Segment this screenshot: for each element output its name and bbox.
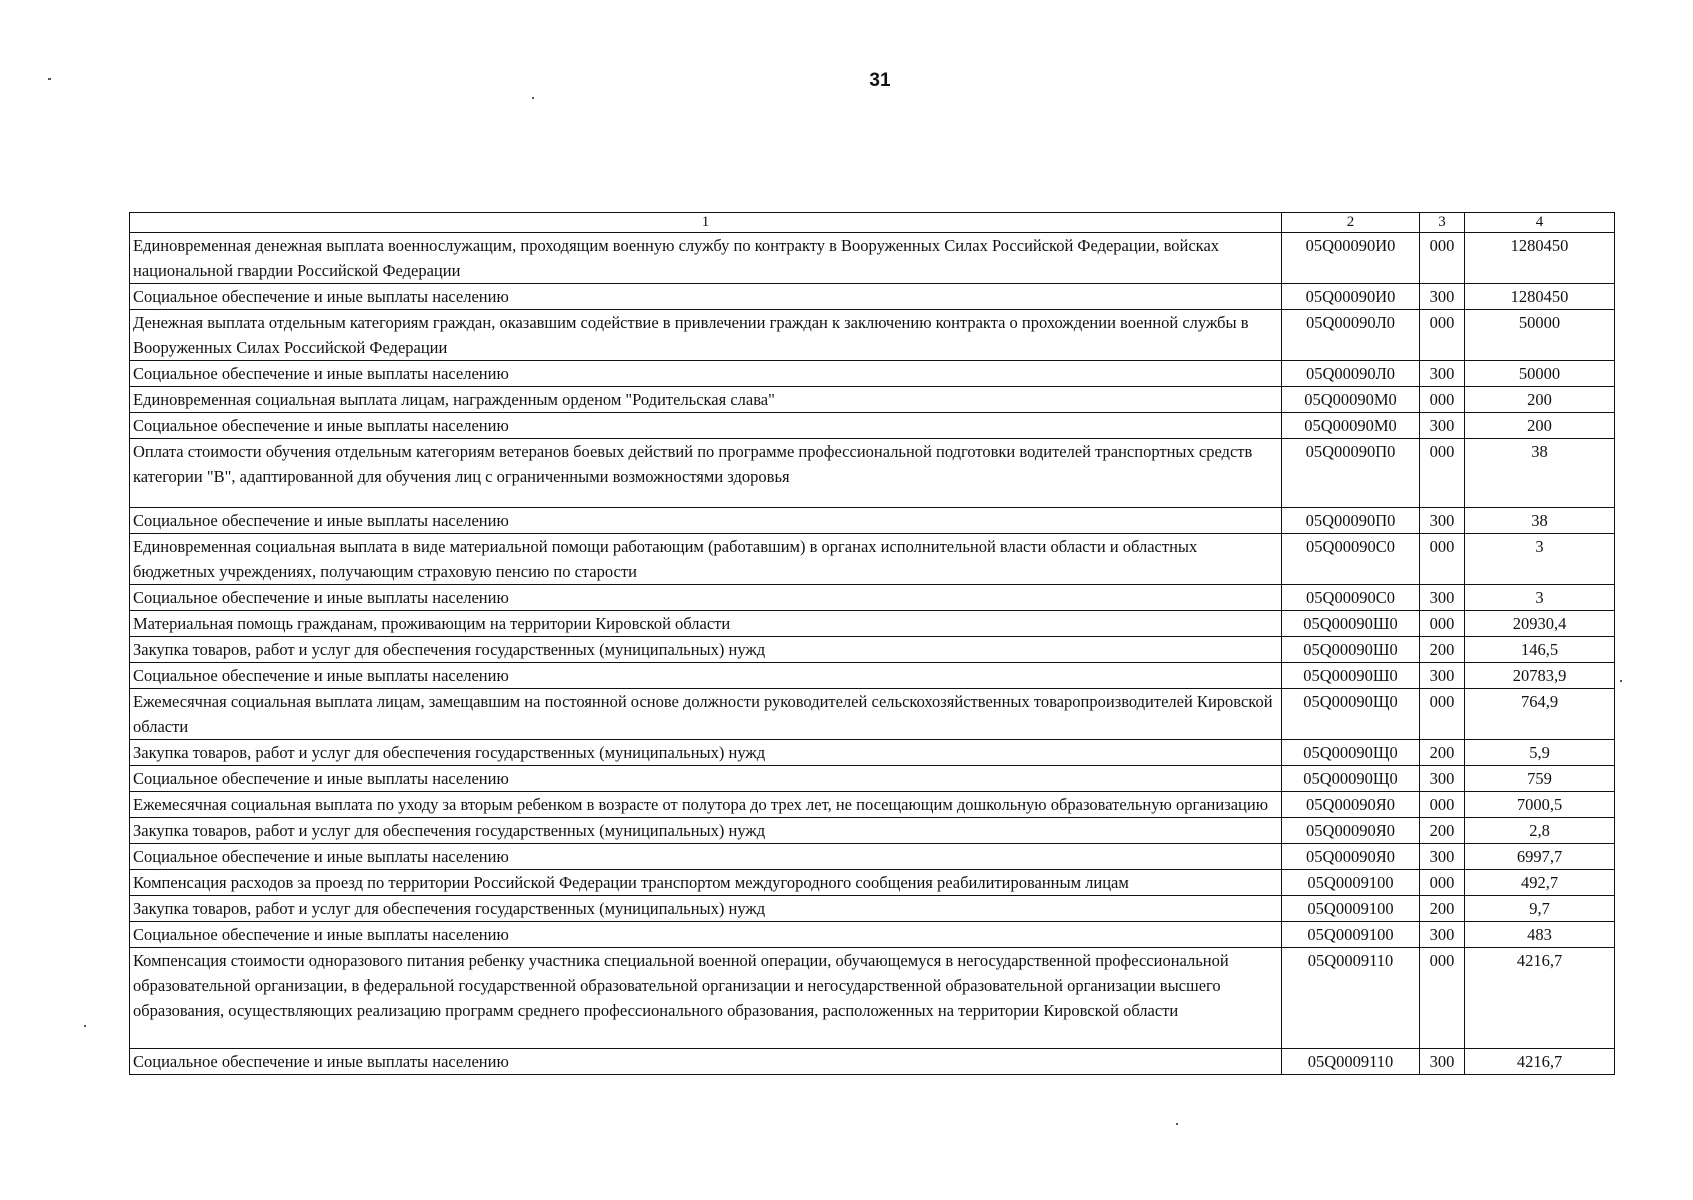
table-row	[130, 922, 1615, 948]
table-row	[130, 585, 1615, 611]
row-name: Социальное обеспечение и иные выплаты населению	[130, 361, 1282, 387]
row-name: Единовременная денежная выплата военнослужащим, проходящим военную службу по контракту в Вооруженных Силах Российской Федерации, войсках национальной гвардии Российской Федерации	[130, 233, 1282, 284]
table-row	[130, 766, 1615, 792]
row-expense-type: 200	[1420, 896, 1465, 922]
row-expense-type: 300	[1420, 585, 1465, 611]
row-name: Единовременная социальная выплата лицам, награжденным орденом "Родительская слава"	[130, 387, 1282, 413]
row-expense-type: 300	[1420, 413, 1465, 439]
table-row	[130, 439, 1615, 508]
row-code: 05Q00090Ш0	[1282, 663, 1420, 689]
row-expense-type: 200	[1420, 637, 1465, 663]
row-name: Оплата стоимости обучения отдельным категориям ветеранов боевых действий по программе профессиональной подготовки водителей транспортных средств категории "B", адаптированной для обучения лиц с ограниченными возможностями здоровья	[130, 439, 1282, 508]
row-code: 05Q0009110	[1282, 1049, 1420, 1075]
row-code: 05Q00090И0	[1282, 233, 1420, 284]
row-code: 05Q0009100	[1282, 870, 1420, 896]
row-name: Компенсация расходов за проезд по территории Российской Федерации транспортом междугородного сообщения реабилитированным лицам	[130, 870, 1282, 896]
scan-speck	[48, 78, 51, 80]
table-row	[130, 1049, 1615, 1075]
row-name: Социальное обеспечение и иные выплаты населению	[130, 663, 1282, 689]
row-expense-type: 000	[1420, 611, 1465, 637]
row-code: 05Q00090Щ0	[1282, 740, 1420, 766]
row-code: 05Q00090Л0	[1282, 310, 1420, 361]
row-expense-type: 300	[1420, 663, 1465, 689]
row-amount: 20783,9	[1465, 663, 1615, 689]
row-amount: 38	[1465, 439, 1615, 508]
row-amount: 4216,7	[1465, 948, 1615, 1049]
row-name: Закупка товаров, работ и услуг для обеспечения государственных (муниципальных) нужд	[130, 637, 1282, 663]
table-row	[130, 611, 1615, 637]
row-name: Социальное обеспечение и иные выплаты населению	[130, 1049, 1282, 1075]
row-name: Ежемесячная социальная выплата лицам, замещавшим на постоянной основе должности руководителей сельскохозяйственных товаропроизводителей Кировской области	[130, 689, 1282, 740]
row-amount: 492,7	[1465, 870, 1615, 896]
row-amount: 20930,4	[1465, 611, 1615, 637]
row-amount: 1280450	[1465, 284, 1615, 310]
row-expense-type: 000	[1420, 534, 1465, 585]
row-name: Закупка товаров, работ и услуг для обеспечения государственных (муниципальных) нужд	[130, 896, 1282, 922]
row-code: 05Q00090С0	[1282, 585, 1420, 611]
row-expense-type: 300	[1420, 922, 1465, 948]
table-row	[130, 361, 1615, 387]
row-amount: 3	[1465, 534, 1615, 585]
row-name: Денежная выплата отдельным категориям граждан, оказавшим содействие в привлечении граждан к заключению контракта о прохождении военной службы в Вооруженных Силах Российской Федерации	[130, 310, 1282, 361]
row-code: 05Q0009100	[1282, 922, 1420, 948]
row-name: Социальное обеспечение и иные выплаты населению	[130, 508, 1282, 534]
column-header: 2	[1282, 213, 1420, 233]
row-name: Социальное обеспечение и иные выплаты населению	[130, 844, 1282, 870]
row-code: 05Q00090П0	[1282, 439, 1420, 508]
table-row	[130, 896, 1615, 922]
table-row	[130, 689, 1615, 740]
table-row	[130, 534, 1615, 585]
row-amount: 7000,5	[1465, 792, 1615, 818]
table-body	[130, 233, 1615, 1075]
row-amount: 9,7	[1465, 896, 1615, 922]
row-expense-type: 000	[1420, 233, 1465, 284]
row-amount: 4216,7	[1465, 1049, 1615, 1075]
row-expense-type: 000	[1420, 387, 1465, 413]
row-expense-type: 300	[1420, 284, 1465, 310]
row-amount: 200	[1465, 387, 1615, 413]
column-header: 1	[130, 213, 1282, 233]
row-expense-type: 200	[1420, 740, 1465, 766]
row-amount: 6997,7	[1465, 844, 1615, 870]
table-row	[130, 870, 1615, 896]
row-name: Закупка товаров, работ и услуг для обеспечения государственных (муниципальных) нужд	[130, 740, 1282, 766]
table-row	[130, 508, 1615, 534]
row-expense-type: 000	[1420, 310, 1465, 361]
row-expense-type: 300	[1420, 1049, 1465, 1075]
budget-table	[129, 212, 1615, 1075]
row-expense-type: 300	[1420, 844, 1465, 870]
table-row	[130, 284, 1615, 310]
row-amount: 3	[1465, 585, 1615, 611]
table-header-row	[130, 213, 1615, 233]
row-code: 05Q00090Ш0	[1282, 637, 1420, 663]
row-amount: 483	[1465, 922, 1615, 948]
row-expense-type: 000	[1420, 870, 1465, 896]
row-code: 05Q00090И0	[1282, 284, 1420, 310]
row-amount: 5,9	[1465, 740, 1615, 766]
row-amount: 146,5	[1465, 637, 1615, 663]
row-code: 05Q00090Я0	[1282, 818, 1420, 844]
row-expense-type: 200	[1420, 818, 1465, 844]
row-amount: 2,8	[1465, 818, 1615, 844]
row-name: Социальное обеспечение и иные выплаты населению	[130, 766, 1282, 792]
row-code: 05Q00090Щ0	[1282, 689, 1420, 740]
row-expense-type: 300	[1420, 508, 1465, 534]
row-amount: 38	[1465, 508, 1615, 534]
row-amount: 759	[1465, 766, 1615, 792]
row-amount: 764,9	[1465, 689, 1615, 740]
table-row	[130, 387, 1615, 413]
row-expense-type: 000	[1420, 948, 1465, 1049]
table-row	[130, 792, 1615, 818]
table-row	[130, 740, 1615, 766]
row-name: Социальное обеспечение и иные выплаты населению	[130, 284, 1282, 310]
table-row	[130, 948, 1615, 1049]
row-code: 05Q00090М0	[1282, 413, 1420, 439]
column-header: 4	[1465, 213, 1615, 233]
row-amount: 1280450	[1465, 233, 1615, 284]
row-name: Компенсация стоимости одноразового питания ребенку участника специальной военной операции, обучающемуся в негосударственной профессиональной образовательной организации, в федеральной государственной образовательной организации и негосударственной образовательной организации высшего образования, осуществляющих реализацию программ среднего профессионального образования, расположенных на территории Кировской области	[130, 948, 1282, 1049]
row-expense-type: 000	[1420, 439, 1465, 508]
row-expense-type: 300	[1420, 361, 1465, 387]
row-code: 05Q00090Я0	[1282, 792, 1420, 818]
row-amount: 50000	[1465, 310, 1615, 361]
row-name: Закупка товаров, работ и услуг для обеспечения государственных (муниципальных) нужд	[130, 818, 1282, 844]
scan-speck	[1176, 1123, 1178, 1125]
scan-speck	[84, 1025, 86, 1027]
table-row	[130, 413, 1615, 439]
row-name: Материальная помощь гражданам, проживающим на территории Кировской области	[130, 611, 1282, 637]
row-code: 05Q00090Я0	[1282, 844, 1420, 870]
row-code: 05Q00090Ш0	[1282, 611, 1420, 637]
row-name: Ежемесячная социальная выплата по уходу за вторым ребенком в возрасте от полутора до трех лет, не посещающим дошкольную образовательную организацию	[130, 792, 1282, 818]
page-number: 31	[869, 70, 891, 91]
row-name: Социальное обеспечение и иные выплаты населению	[130, 922, 1282, 948]
row-expense-type: 000	[1420, 792, 1465, 818]
column-header: 3	[1420, 213, 1465, 233]
table-row	[130, 233, 1615, 284]
row-name: Социальное обеспечение и иные выплаты населению	[130, 585, 1282, 611]
table-row	[130, 310, 1615, 361]
row-code: 05Q0009100	[1282, 896, 1420, 922]
scan-speck	[532, 97, 534, 99]
row-code: 05Q0009110	[1282, 948, 1420, 1049]
row-code: 05Q00090П0	[1282, 508, 1420, 534]
row-expense-type: 300	[1420, 766, 1465, 792]
row-amount: 50000	[1465, 361, 1615, 387]
row-expense-type: 000	[1420, 689, 1465, 740]
row-code: 05Q00090С0	[1282, 534, 1420, 585]
row-name: Социальное обеспечение и иные выплаты населению	[130, 413, 1282, 439]
row-amount: 200	[1465, 413, 1615, 439]
table-row	[130, 663, 1615, 689]
table-row	[130, 637, 1615, 663]
row-code: 05Q00090Л0	[1282, 361, 1420, 387]
row-code: 05Q00090Щ0	[1282, 766, 1420, 792]
table-row	[130, 818, 1615, 844]
row-name: Единовременная социальная выплата в виде материальной помощи работающим (работавшим) в органах исполнительной власти области и областных бюджетных учреждениях, получающим страховую пенсию по старости	[130, 534, 1282, 585]
scan-speck	[1620, 680, 1622, 682]
row-code: 05Q00090М0	[1282, 387, 1420, 413]
table-row	[130, 844, 1615, 870]
